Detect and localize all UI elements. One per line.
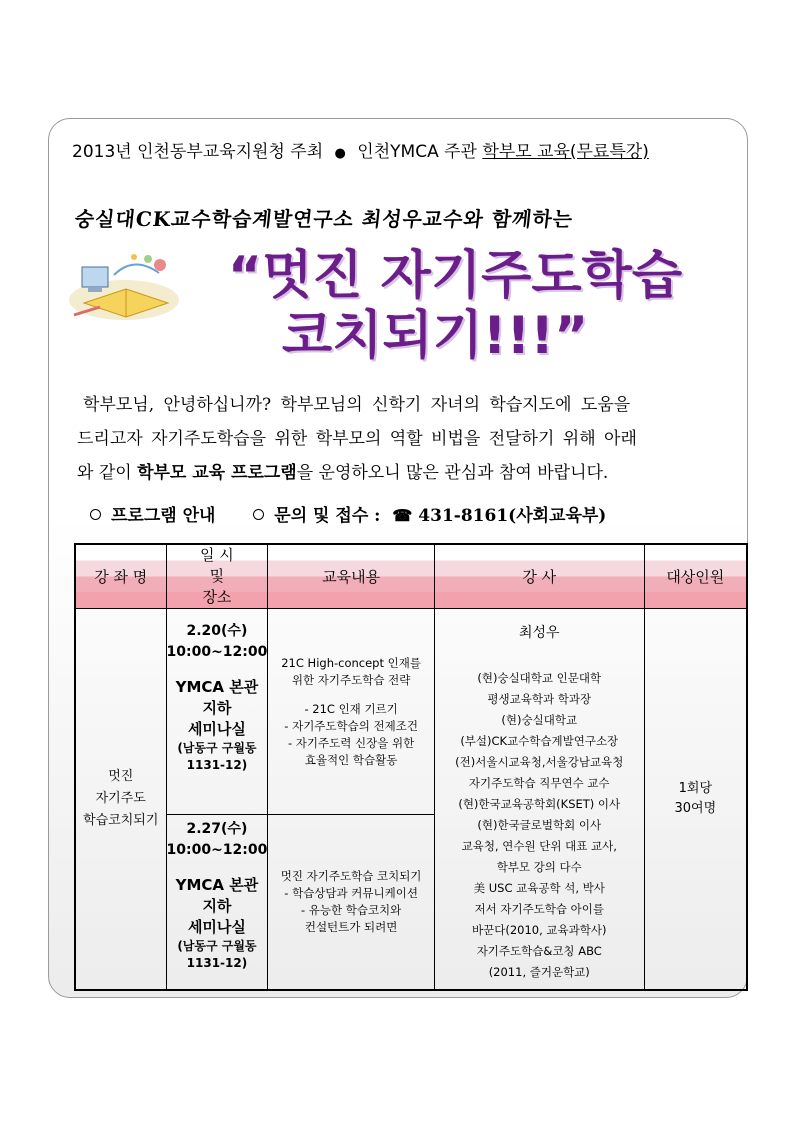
speaker-name: 최성우: [518, 625, 560, 641]
session-place: 지하: [202, 897, 232, 915]
speaker-bio-line: 美 USC 교육공학 석, 박사: [473, 881, 605, 895]
speaker-cell: [434, 609, 644, 991]
intro-highlight: 학부모 교육 프로그램: [137, 463, 297, 483]
speaker-bio-line: 자기주도학습 직무연수 교수: [468, 776, 610, 790]
organizer-manager: 인천YMCA 주관: [357, 142, 477, 162]
session-time: 10:00~12:00: [166, 644, 268, 660]
header-course: 강 좌 명: [75, 544, 166, 609]
header-when-line: 및: [209, 567, 225, 585]
speaker-bio-line: (현)한국글로벌학회 이사: [477, 818, 602, 832]
header-when-line: 일 시: [200, 546, 234, 564]
bullet-icon: ●: [334, 146, 346, 161]
content-item: - 학습상담과 커뮤니케이션: [284, 886, 418, 900]
session-when-cell: [166, 815, 268, 991]
header-capacity: 대상인원: [644, 544, 747, 609]
session-address: 1131-12): [186, 956, 248, 970]
header-content: 교육내용: [268, 544, 435, 609]
header-speaker: 강 사: [434, 544, 644, 609]
speaker-bio-line: 자기주도학습&코칭 ABC: [476, 944, 602, 958]
speaker-bio-line: 교육청, 연수원 단위 대표 교사,: [461, 839, 617, 853]
contact-phone: 431-8161(사회교육부): [418, 506, 607, 526]
session-place: 세미나실: [187, 918, 246, 936]
speaker-bio-line: 저서 자기주도학습 아이를: [474, 902, 604, 916]
course-name-line: 학습코치되기: [83, 813, 159, 828]
organizer-host: 2013년 인천동부교육지원청 주최: [72, 142, 324, 162]
speaker-bio-line: 바꾼다(2010, 교육과학사): [472, 923, 607, 937]
content-item: 효율적인 학습활동: [304, 752, 398, 767]
content-items: [272, 701, 430, 769]
speaker-bio-line: (현)한국교육공학회(KSET) 이사: [458, 797, 621, 811]
session-place: 지하: [202, 699, 232, 717]
session-date: 2.20(수): [186, 623, 248, 639]
contact-label: 문의 및 접수 :: [274, 506, 381, 526]
content-lead-line: 멋진 자기주도학습 코치되기: [280, 869, 422, 883]
speaker-bio-line: 학부모 강의 다수: [496, 860, 582, 874]
content-item: - 자기주도학습의 전제조건: [284, 718, 418, 733]
subtitle: 숭실대CK교수학습계발연구소 최성우교수와 함께하는: [73, 207, 575, 231]
speaker-bio-line: (현)숭실대학교: [501, 713, 578, 727]
program-info: [90, 501, 606, 526]
table-header-row: [75, 544, 747, 609]
intro-paragraph: [77, 388, 722, 490]
circle-bullet-icon: [253, 509, 264, 520]
organizer-header: [72, 137, 742, 163]
intro-line: [77, 456, 722, 490]
session-address: (남동구 구월동: [177, 741, 257, 755]
main-title: [175, 246, 735, 366]
program-guide: 프로그램 안내: [111, 506, 216, 526]
session-content-cell: [268, 609, 435, 815]
main-title-line1: “멋진 자기주도학습: [227, 246, 683, 306]
speaker-bio-line: (현)숭실대학교 인문대학: [477, 671, 602, 685]
capacity-line: 1회당: [678, 781, 712, 796]
content-item: - 자기주도력 신장을 위한: [288, 735, 415, 750]
speaker-bio-line: (2011, 즐거운학교): [488, 965, 590, 979]
header-when-line: 장소: [202, 588, 232, 606]
capacity-cell: [644, 609, 747, 991]
main-title-line2: 코치되기!!!”: [281, 306, 589, 366]
speaker-bio-line: (전)서울시교육청,서울강남교육청: [455, 755, 624, 769]
speaker-bio-line: (부설)CK교수학습계발연구소장: [460, 734, 619, 748]
session-address: (남동구 구월동: [177, 939, 257, 953]
capacity-line: 30여명: [674, 801, 717, 816]
content-items: [272, 885, 430, 936]
course-name-cell: [75, 609, 166, 991]
content-lead-line: 위한 자기주도학습 전략: [291, 672, 411, 687]
intro-line: 드리고자 자기주도학습을 위한 학부모의 역할 비법을 전달하기 위해 아래: [77, 429, 637, 449]
speaker-bio-line: 평생교육학과 학과장: [487, 692, 592, 706]
content-lead-line: 21C High-concept 인재를: [281, 655, 421, 670]
session-time: 10:00~12:00: [166, 842, 268, 858]
session-address: 1131-12): [186, 758, 248, 772]
event-type: 학부모 교육(무료특강): [482, 142, 649, 162]
session-place: 세미나실: [187, 720, 246, 738]
content-item: - 유능한 학습코치와: [300, 903, 402, 917]
content-lead: [272, 655, 430, 689]
session-when-cell: [166, 609, 268, 815]
table-row: [75, 609, 747, 815]
intro-text: 와 같이: [77, 463, 138, 483]
intro-text: 을 운영하오니 많은 관심과 참여 바랍니다.: [296, 463, 609, 483]
session-content-cell: [268, 815, 435, 991]
phone-icon: ☎: [392, 506, 413, 525]
schedule-table: [74, 543, 748, 991]
circle-bullet-icon: [90, 509, 101, 520]
session-place: YMCA 본관: [175, 876, 259, 894]
header-when: [166, 544, 268, 609]
session-place: YMCA 본관: [175, 678, 259, 696]
content-lead: [272, 868, 430, 885]
content-item: 컨설턴트가 되려면: [304, 920, 398, 934]
session-date: 2.27(수): [186, 821, 248, 837]
intro-line: 학부모님, 안녕하십니까? 학부모님의 신학기 자녀의 학습지도에 도움을: [83, 395, 631, 415]
course-name-line: 자기주도: [95, 791, 146, 806]
content-item: - 21C 인재 기르기: [304, 701, 398, 716]
course-name-line: 멋진: [108, 769, 134, 784]
